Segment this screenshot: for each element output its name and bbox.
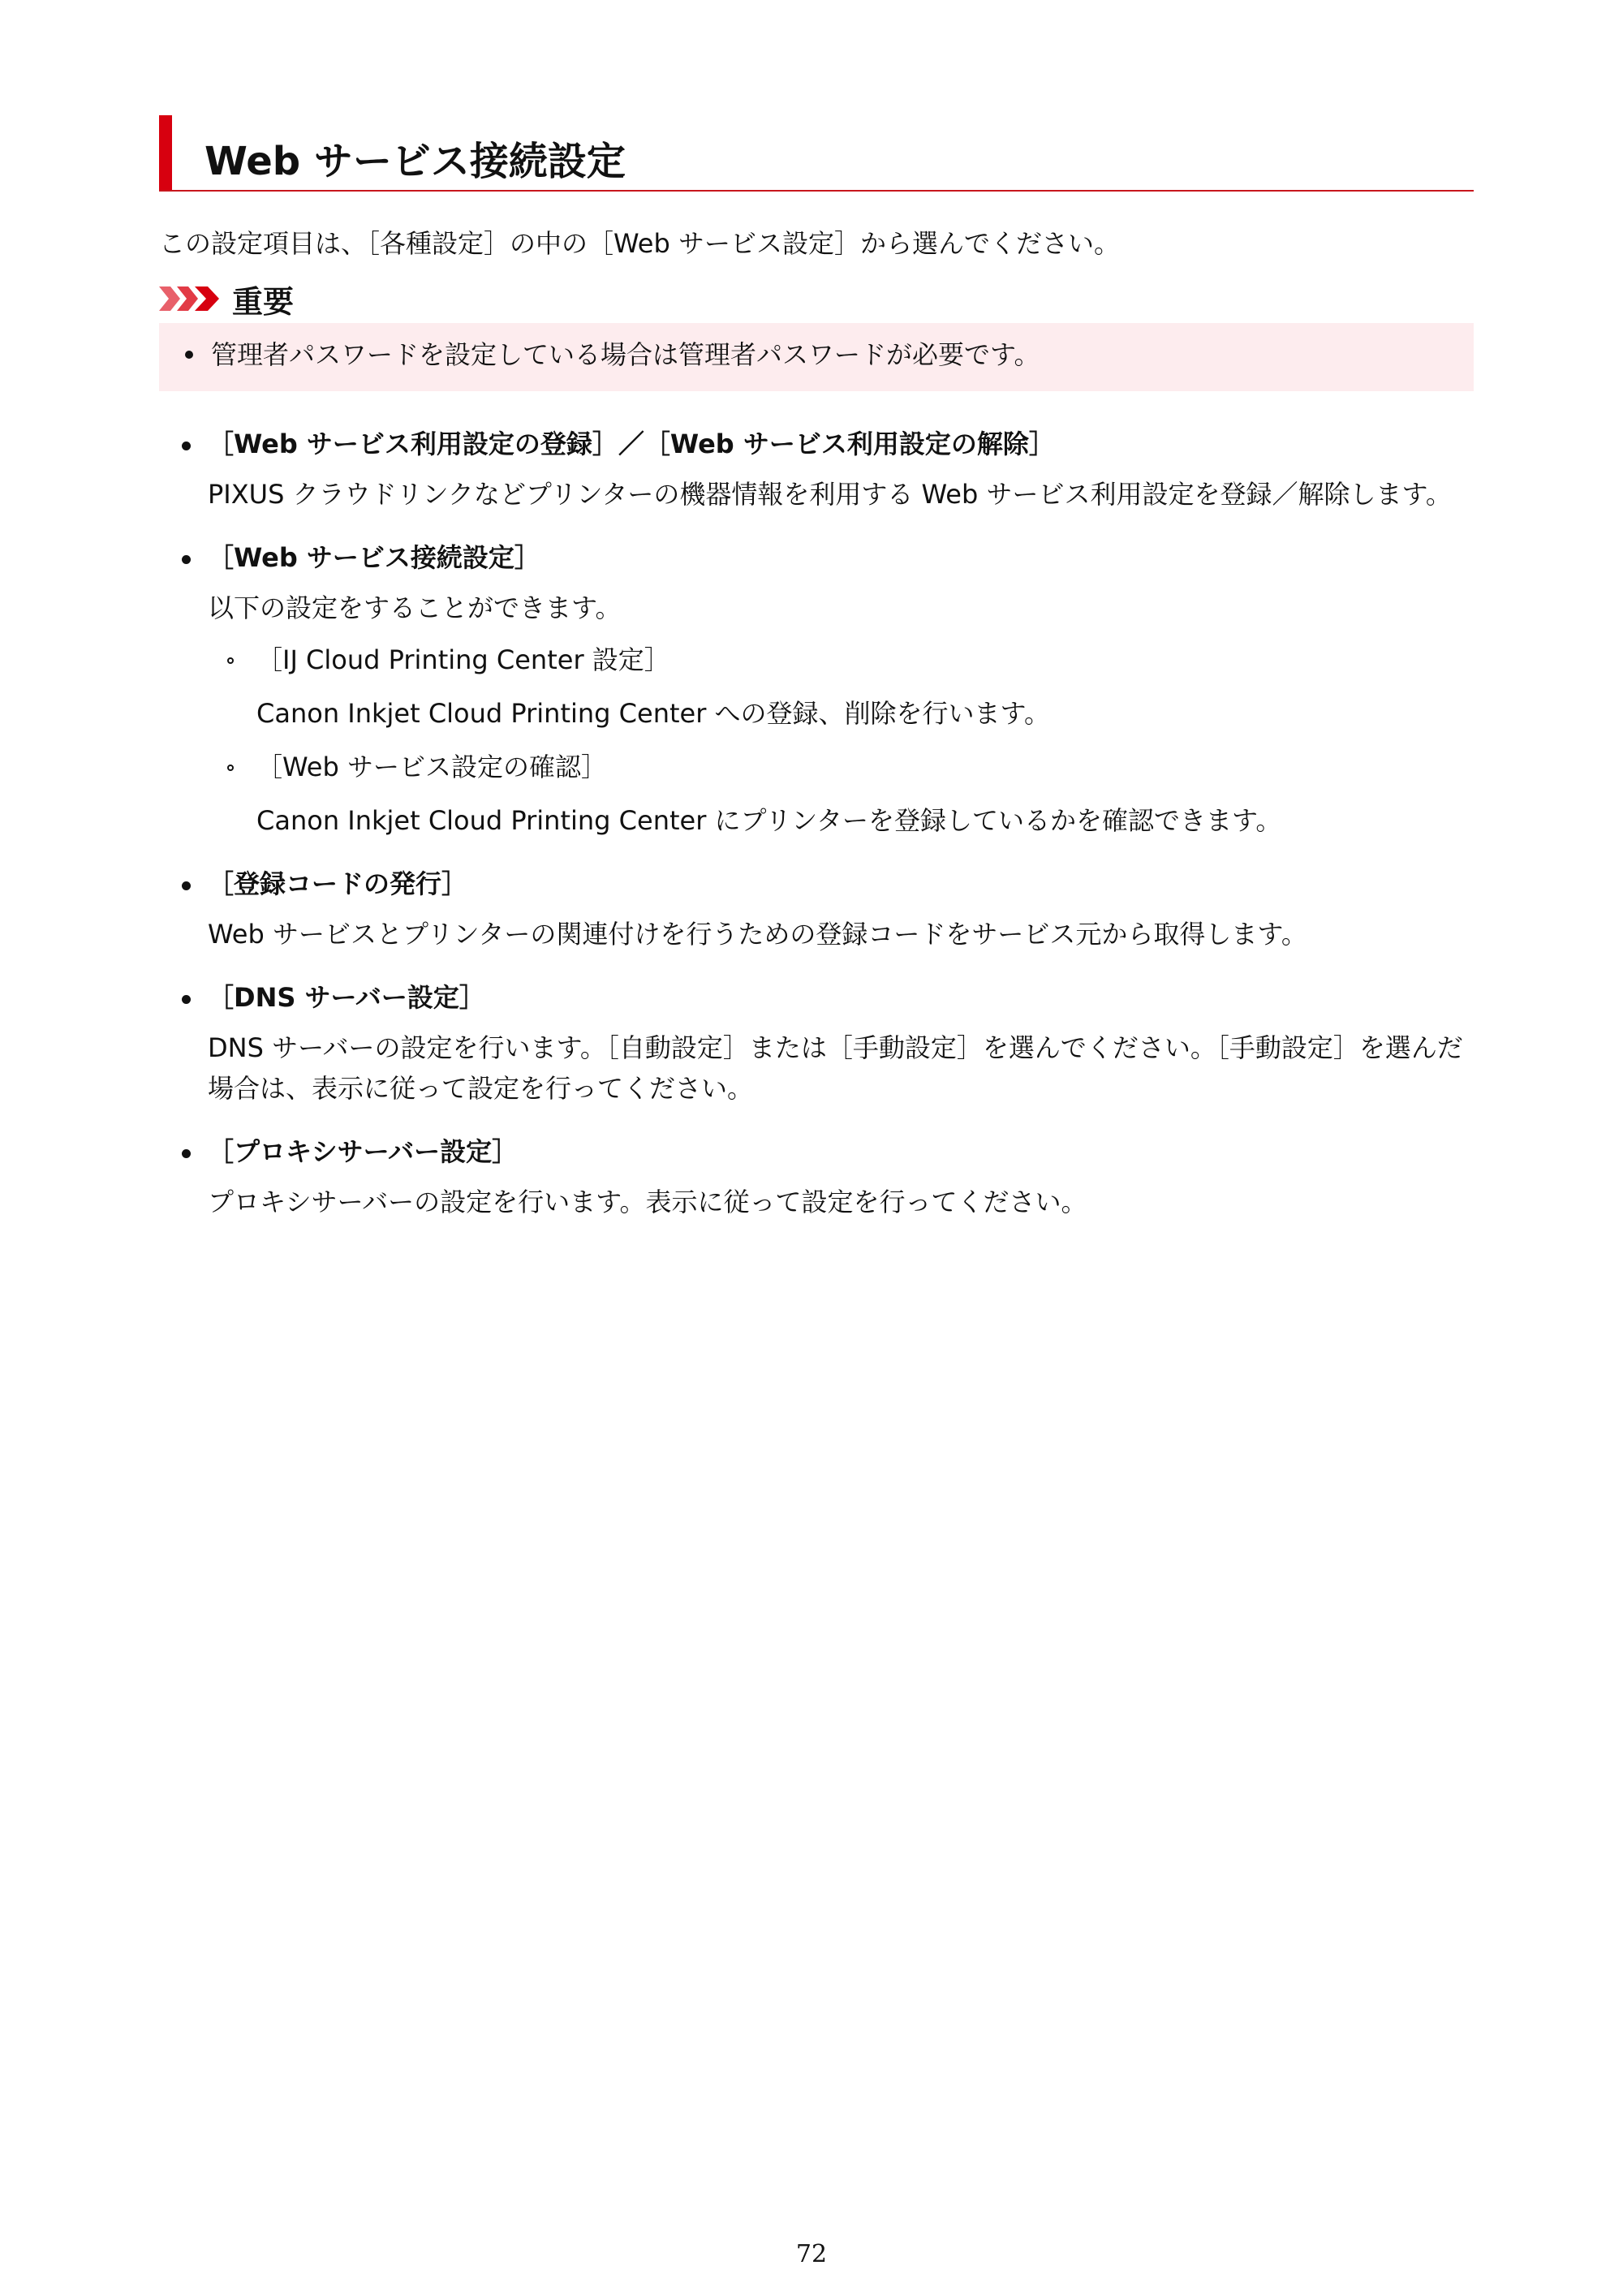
triple-chevron-icon [159, 286, 224, 311]
list-item [159, 1131, 1474, 1222]
heading-accent-bar [159, 115, 172, 190]
item-description: 以下の設定をすることができます。 [208, 592, 622, 623]
item-title: ［Web サービス接続設定］ [208, 542, 540, 573]
important-header [159, 282, 1474, 320]
page-title: Web サービス接続設定 [204, 139, 626, 184]
page-number: 72 [795, 2240, 828, 2268]
heading-block [159, 115, 1474, 192]
sub-item-description: Canon Inkjet Cloud Printing Center への登録、削除を行います。 [256, 698, 1050, 729]
item-description: Web サービスとプリンターの関連付けを行うための登録コードをサービス元から取得します。 [208, 919, 1307, 950]
sub-list [208, 640, 1474, 841]
sub-item-title: ［IJ Cloud Printing Center 設定］ [256, 644, 670, 675]
item-description: DNS サーバーの設定を行います。［自動設定］または［手動設定］を選んでください。［手動設定］を選んだ場合は、表示に従って設定を行ってください。 [208, 1032, 1463, 1104]
list-item [159, 424, 1474, 515]
sub-item-title: ［Web サービス設定の確認］ [256, 752, 607, 782]
item-title: ［Web サービス利用設定の登録］／［Web サービス利用設定の解除］ [208, 429, 1055, 459]
sub-item-description: Canon Inkjet Cloud Printing Center にプリンターを登録しているかを確認できます。 [256, 805, 1282, 836]
list-item [159, 864, 1474, 954]
document-page [159, 115, 1474, 1245]
important-label: 重要 [232, 283, 295, 320]
list-item [159, 977, 1474, 1109]
important-box [159, 323, 1474, 391]
sub-list-item [208, 747, 1474, 841]
item-title: ［DNS サーバー設定］ [208, 982, 485, 1013]
intro-text: この設定項目は、［各種設定］の中の［Web サービス設定］から選んでください。 [159, 228, 1120, 259]
item-title: ［登録コードの発行］ [208, 868, 468, 899]
sub-list-item [208, 640, 1474, 734]
item-title: ［プロキシサーバー設定］ [208, 1136, 519, 1167]
item-description: プロキシサーバーの設定を行います。表示に従って設定を行ってください。 [208, 1187, 1087, 1217]
list-item [159, 537, 1474, 841]
settings-list [159, 424, 1474, 1222]
item-description: PIXUS クラウドリンクなどプリンターの機器情報を利用する Web サービス利用設定を登録／解除します。 [208, 479, 1452, 510]
important-item: 管理者パスワードを設定している場合は管理者パスワードが必要です。 [182, 334, 1454, 375]
